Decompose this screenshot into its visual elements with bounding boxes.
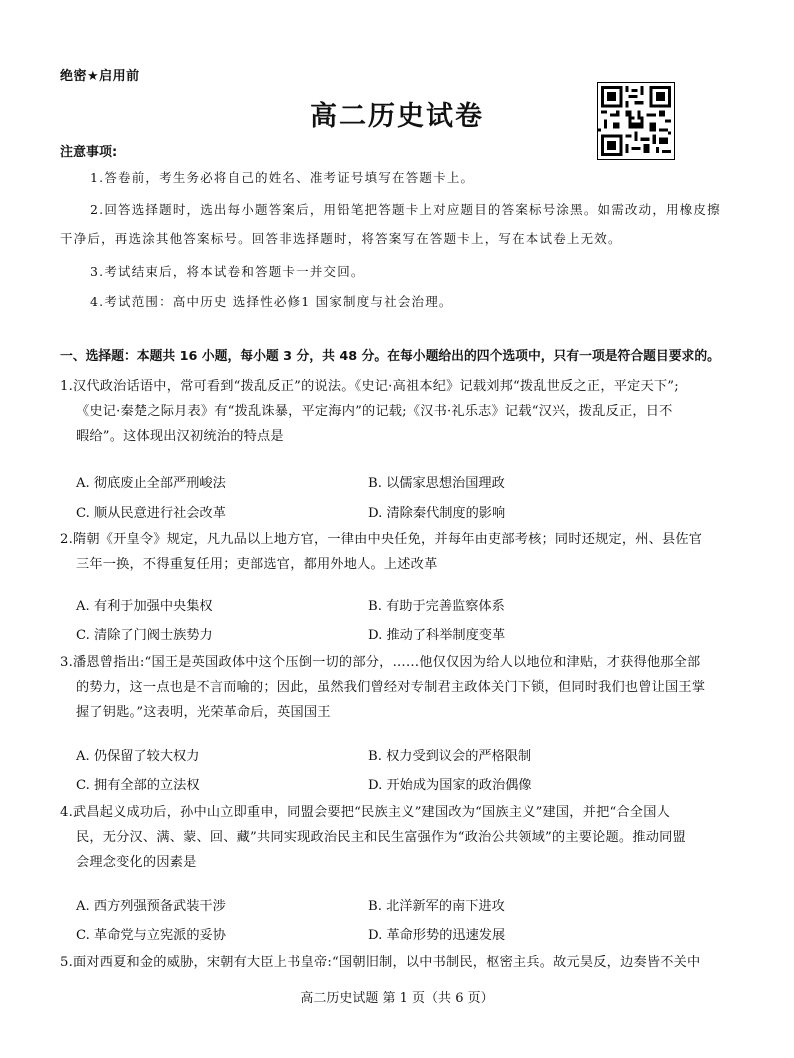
question-stem-line: 三年一换，不得重复任用；吏部选官，都用外地人。上述改革 xyxy=(76,557,438,572)
question-stem-line: 1.汉代政治话语中，常可看到“拨乱反正”的说法。《史记·高祖本纪》记载刘邦“拨乱世反之正，平定天下”; xyxy=(60,379,679,394)
question-3 xyxy=(60,650,705,725)
question-1 xyxy=(60,374,679,449)
option-d[interactable]: D. 革命形势的迅速发展 xyxy=(368,928,506,943)
question-stem-line: 4.武昌起义成功后，孙中山立即重申，同盟会要把“民族主义”建国改为“国族主义”建国，并把“合全国人 xyxy=(60,805,670,820)
question-stem-line: 民，无分汉、满、蒙、回、藏”共同实现政治民主和民生富强作为“政治公共领域”的主要论题。推动同盟 xyxy=(76,830,686,845)
qr-code-icon xyxy=(597,82,675,160)
exam-title: 高二历史试卷 xyxy=(310,101,484,132)
note-item: 干净后，再选涂其他答案标号。回答非选择题时，将答案写在答题卡上，写在本试卷上无效。 xyxy=(60,231,622,246)
option-c[interactable]: C. 拥有全部的立法权 xyxy=(76,778,200,793)
question-stem-line: 握了钥匙。”这表明，光荣革命后，英国国王 xyxy=(76,705,331,720)
option-b[interactable]: B. 权力受到议会的严格限制 xyxy=(368,749,532,764)
question-stem-line: 会理念变化的因素是 xyxy=(76,855,197,870)
note-item: 1.答卷前，考生务必将自己的姓名、准考证号填写在答题卡上。 xyxy=(90,170,475,185)
option-c[interactable]: C. 清除了门阀士族势力 xyxy=(76,628,213,643)
option-a[interactable]: A. 彻底废止全部严刑峻法 xyxy=(76,476,226,491)
option-a[interactable]: A. 仍保留了较大权力 xyxy=(76,749,200,764)
option-d[interactable]: D. 开始成为国家的政治偶像 xyxy=(368,778,532,793)
page-footer: 高二历史试题 第 1 页（共 6 页） xyxy=(300,991,494,1006)
option-b[interactable]: B. 有助于完善监察体系 xyxy=(368,599,505,614)
option-d[interactable]: D. 推动了科举制度变革 xyxy=(368,628,506,643)
question-stem-line: 5.面对西夏和金的威胁，宋朝有大臣上书皇帝:“国朝旧制，以中书制民，枢密主兵。故元昊反，边奏皆不关中 xyxy=(60,955,701,970)
note-item: 4.考试范围：高中历史 选择性必修1 国家制度与社会治理。 xyxy=(90,294,453,309)
question-4 xyxy=(60,800,686,875)
question-2 xyxy=(60,527,702,577)
question-stem-line: 3.潘恩曾指出:“国王是英国政体中这个压倒一切的部分，……他仅仅因为给人以地位和津贴，才获得他那全部 xyxy=(60,655,701,670)
question-stem-line: 《史记·秦楚之际月表》有“拨乱诛暴，平定海内”的记载;《汉书·礼乐志》记载“汉兴，拨乱反正，日不 xyxy=(76,404,673,419)
option-c[interactable]: C. 顺从民意进行社会改革 xyxy=(76,506,226,521)
notes-heading: 注意事项: xyxy=(60,145,118,160)
option-d[interactable]: D. 清除秦代制度的影响 xyxy=(368,506,506,521)
question-stem-line: 暇给”。这体现出汉初统治的特点是 xyxy=(76,429,284,444)
question-stem-line: 2.隋朝《开皇令》规定，凡九品以上地方官，一律由中央任免，并每年由吏部考核；同时还规定，州、县佐官 xyxy=(60,532,703,547)
question-5 xyxy=(60,950,700,975)
option-a[interactable]: A. 西方列强预备武装干涉 xyxy=(76,899,226,914)
option-b[interactable]: B. 北洋新军的南下进攻 xyxy=(368,899,505,914)
question-stem-line: 的势力，这一点也是不言而喻的；因此，虽然我们曾经对专制君主政体关门下锁，但同时我们也曾让国王掌 xyxy=(76,680,706,695)
option-b[interactable]: B. 以儒家思想治国理政 xyxy=(368,476,505,491)
section-heading: 一、选择题：本题共 16 小题，每小题 3 分，共 48 分。在每小题给出的四个选项中，只有一项是符合题目要求的。 xyxy=(60,349,720,364)
note-item: 3.考试结束后，将本试卷和答题卡一并交回。 xyxy=(90,264,365,279)
option-c[interactable]: C. 革命党与立宪派的妥协 xyxy=(76,928,226,943)
note-item: 2.回答选择题时，选出每小题答案后，用铅笔把答题卡上对应题目的答案标号涂黑。如需改动，用橡皮擦 xyxy=(90,202,721,217)
confidential-label: 绝密★启用前 xyxy=(60,69,140,84)
option-a[interactable]: A. 有利于加强中央集权 xyxy=(76,599,213,614)
